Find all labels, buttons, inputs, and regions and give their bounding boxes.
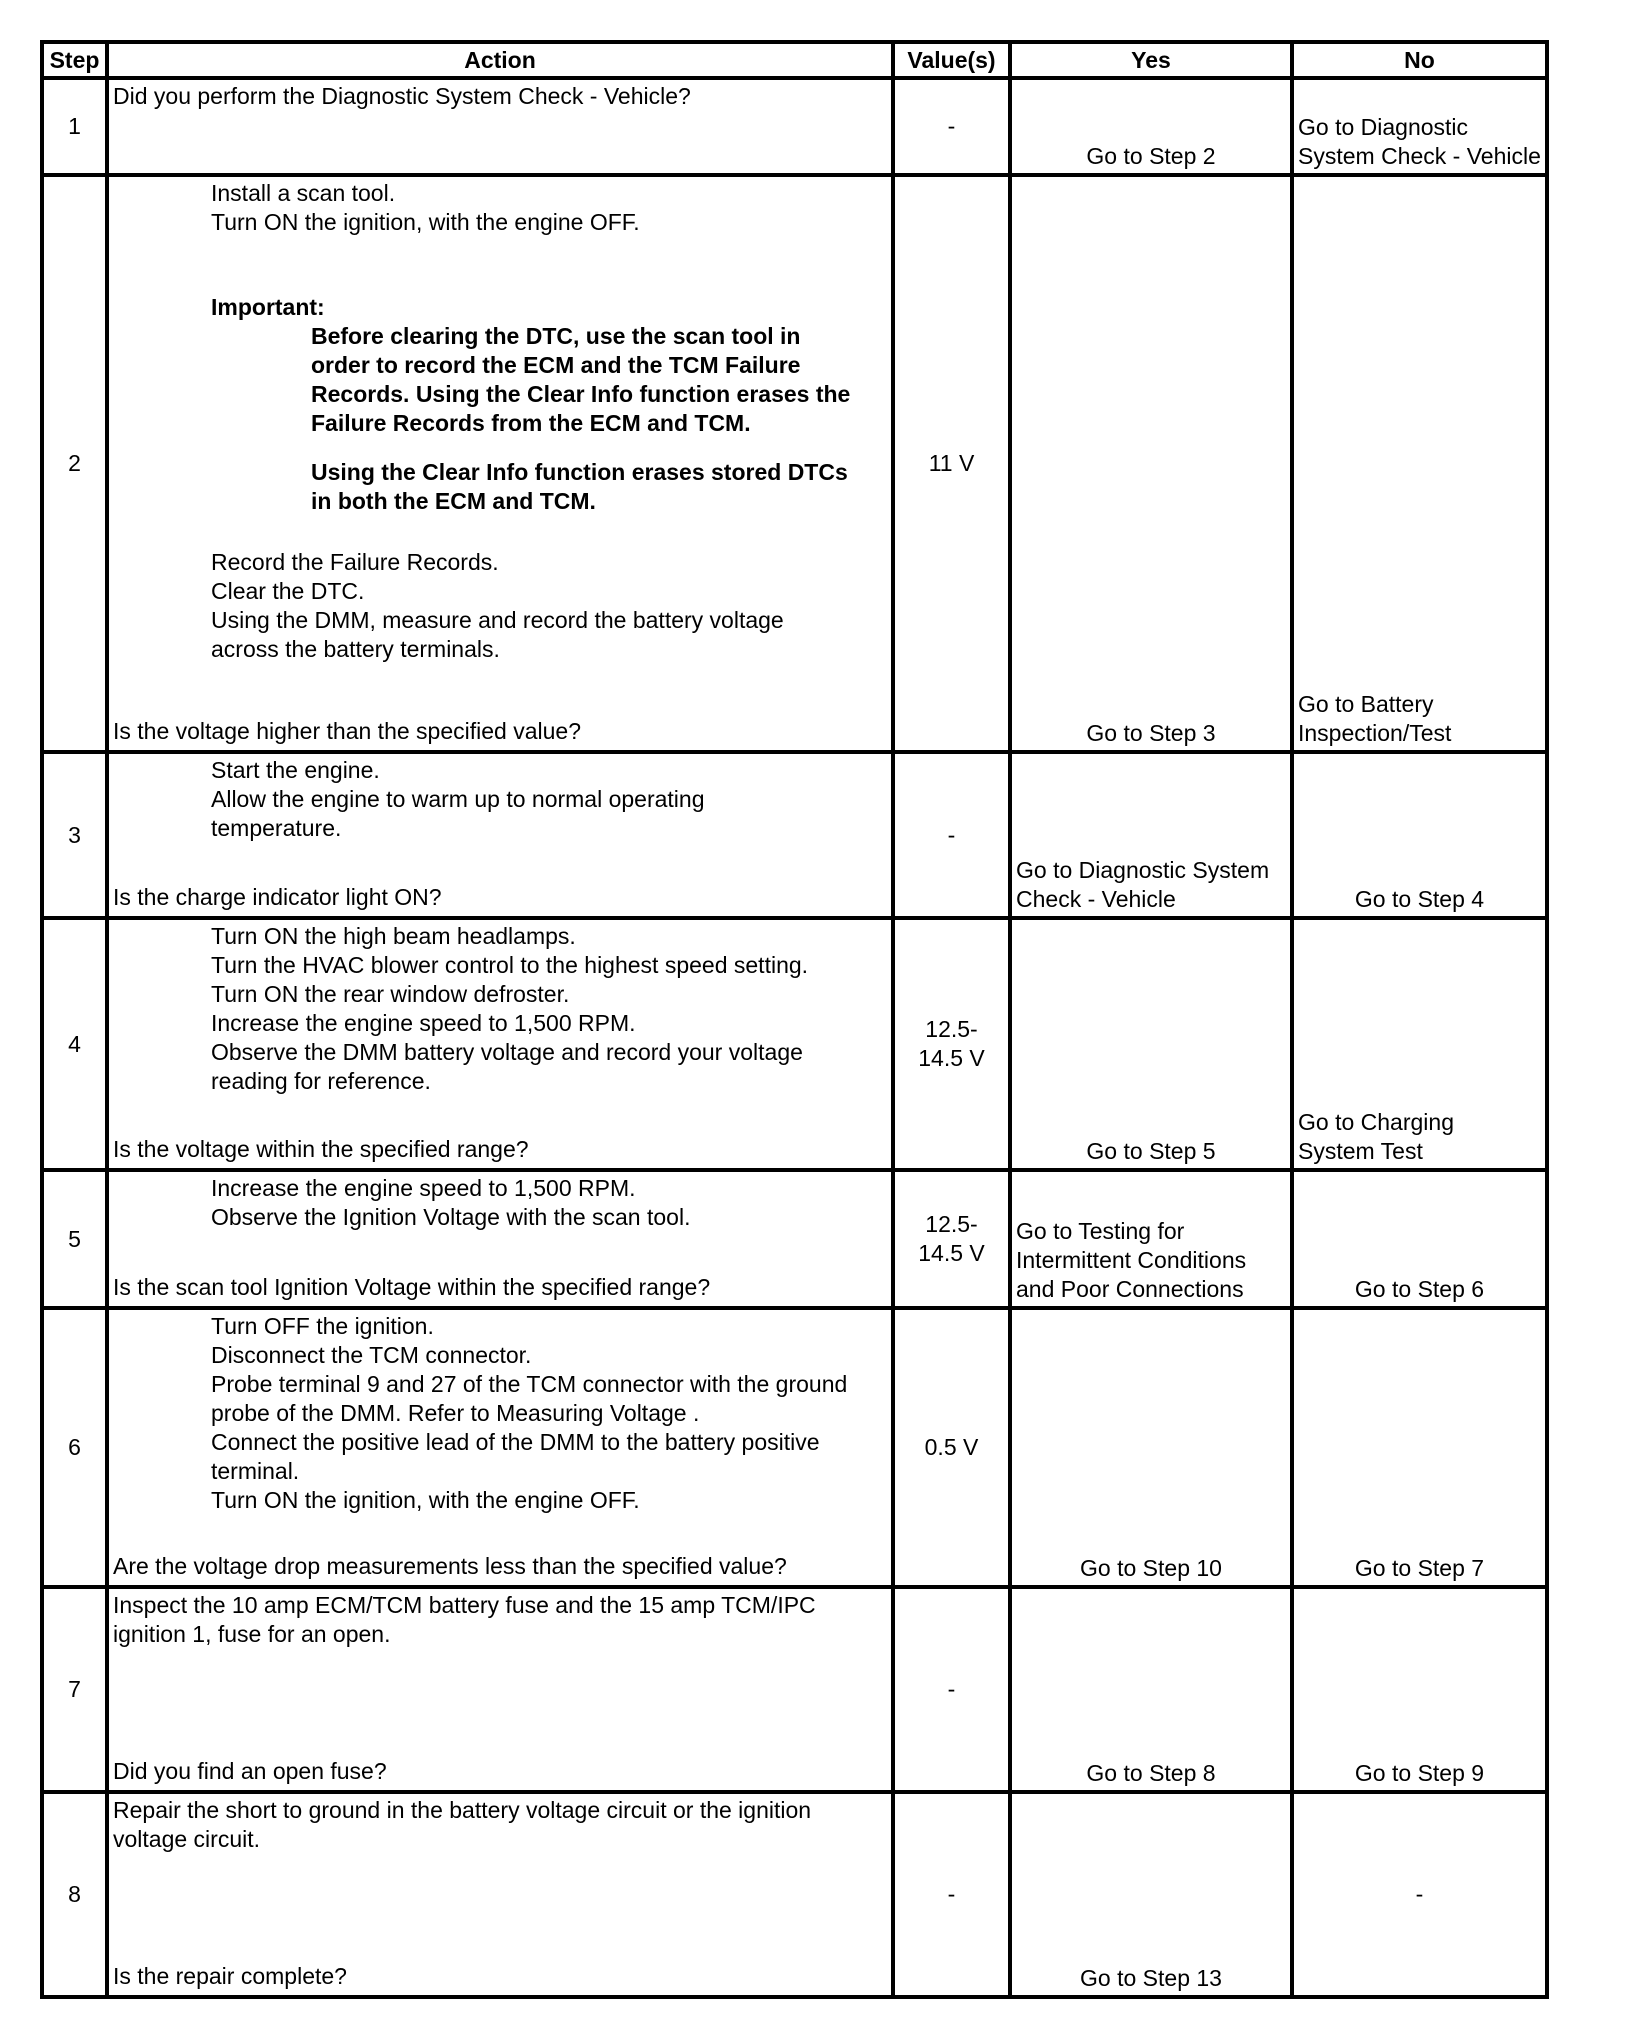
step-number: 6 xyxy=(42,1308,107,1587)
value-cell: 11 V xyxy=(893,175,1010,752)
no-cell: Go to Battery Inspection/Test xyxy=(1292,175,1547,752)
action-step: Start the engine. xyxy=(211,757,380,783)
step-number: 8 xyxy=(42,1792,107,1997)
action-question: Is the scan tool Ignition Voltage within the specified range? xyxy=(113,1274,711,1300)
step-number: 2 xyxy=(42,175,107,752)
action-step: Connect the positive lead of the DMM to the battery positive terminal. xyxy=(211,1429,826,1484)
table-row xyxy=(42,1170,1547,1308)
yes-cell: Go to Step 3 xyxy=(1010,175,1292,752)
yes-cell: Go to Step 8 xyxy=(1010,1587,1292,1792)
table-row xyxy=(42,1308,1547,1587)
header-action: Action xyxy=(107,42,893,78)
no-cell: Go to Step 9 xyxy=(1292,1587,1547,1792)
table-row xyxy=(42,1792,1547,1997)
header-row xyxy=(42,42,1547,78)
action-step: Turn ON the rear window defroster. xyxy=(211,981,570,1007)
action-cell xyxy=(107,1792,893,1997)
action-step: Turn ON the ignition, with the engine OFF. xyxy=(211,209,640,235)
value-cell: - xyxy=(893,752,1010,918)
table-row xyxy=(42,752,1547,918)
action-step: Clear the DTC. xyxy=(211,578,365,604)
action-question: Is the voltage higher than the specified value? xyxy=(113,718,581,744)
header-yes: Yes xyxy=(1010,42,1292,78)
action-text: Repair the short to ground in the battery voltage circuit or the ignition voltage circuit. xyxy=(113,1797,818,1852)
action-question: Is the voltage within the specified range? xyxy=(113,1136,529,1162)
action-question: Is the repair complete? xyxy=(113,1963,347,1989)
step-number: 4 xyxy=(42,918,107,1170)
yes-cell: Go to Diagnostic System Check - Vehicle xyxy=(1010,752,1292,918)
action-step: Allow the engine to warm up to normal operating temperature. xyxy=(211,786,711,841)
value-cell: 0.5 V xyxy=(893,1308,1010,1587)
action-step: Increase the engine speed to 1,500 RPM. xyxy=(211,1010,636,1036)
action-step: Turn ON the ignition, with the engine OFF. xyxy=(211,1487,640,1513)
important-label: Important: xyxy=(211,294,325,320)
no-cell: Go to Diagnostic System Check - Vehicle xyxy=(1292,78,1547,175)
value-cell: - xyxy=(893,78,1010,175)
action-cell xyxy=(107,1170,893,1308)
table-row xyxy=(42,78,1547,175)
value-cell: 12.5- 14.5 V xyxy=(893,1170,1010,1308)
action-step: Install a scan tool. xyxy=(211,180,396,206)
step-number: 5 xyxy=(42,1170,107,1308)
no-cell: Go to Step 7 xyxy=(1292,1308,1547,1587)
yes-cell: Go to Testing for Intermittent Conditions and Poor Connections xyxy=(1010,1170,1292,1308)
table-row xyxy=(42,1587,1547,1792)
action-cell xyxy=(107,78,893,175)
step-number: 3 xyxy=(42,752,107,918)
important-note: Before clearing the DTC, use the scan tool in order to record the ECM and the TCM Failure Records. Using the Clear Info function erases the Failure Records from the ECM and TCM. xyxy=(311,323,857,436)
action-text: Did you perform the Diagnostic System Check - Vehicle? xyxy=(113,83,691,109)
no-cell: Go to Step 6 xyxy=(1292,1170,1547,1308)
action-cell xyxy=(107,752,893,918)
action-step: Record the Failure Records. xyxy=(211,549,499,575)
action-text: Inspect the 10 amp ECM/TCM battery fuse and the 15 amp TCM/IPC ignition 1, fuse for an open. xyxy=(113,1592,823,1647)
header-no: No xyxy=(1292,42,1547,78)
no-cell: Go to Charging System Test xyxy=(1292,918,1547,1170)
action-question: Are the voltage drop measurements less than the specified value? xyxy=(113,1553,787,1579)
yes-cell: Go to Step 2 xyxy=(1010,78,1292,175)
step-number: 1 xyxy=(42,78,107,175)
yes-cell: Go to Step 13 xyxy=(1010,1792,1292,1997)
no-cell: - xyxy=(1292,1792,1547,1997)
action-cell xyxy=(107,1308,893,1587)
diagnostic-table xyxy=(40,40,1549,1999)
table-row xyxy=(42,918,1547,1170)
step-number: 7 xyxy=(42,1587,107,1792)
action-step: Turn OFF the ignition. xyxy=(211,1313,434,1339)
action-step: Observe the DMM battery voltage and record your voltage reading for reference. xyxy=(211,1039,810,1094)
action-cell xyxy=(107,1587,893,1792)
header-step: Step xyxy=(42,42,107,78)
yes-cell: Go to Step 5 xyxy=(1010,918,1292,1170)
table-row xyxy=(42,175,1547,752)
value-cell: - xyxy=(893,1587,1010,1792)
no-cell: Go to Step 4 xyxy=(1292,752,1547,918)
action-step: Probe terminal 9 and 27 of the TCM connector with the ground probe of the DMM. Refer to Measuring Voltage . xyxy=(211,1371,854,1426)
action-step: Turn the HVAC blower control to the highest speed setting. xyxy=(211,952,809,978)
action-step: Increase the engine speed to 1,500 RPM. xyxy=(211,1175,636,1201)
action-question: Is the charge indicator light ON? xyxy=(113,884,442,910)
action-step: Observe the Ignition Voltage with the scan tool. xyxy=(211,1204,691,1230)
yes-cell: Go to Step 10 xyxy=(1010,1308,1292,1587)
value-cell: - xyxy=(893,1792,1010,1997)
important-note: Using the Clear Info function erases stored DTCs in both the ECM and TCM. xyxy=(311,459,855,514)
action-question: Did you find an open fuse? xyxy=(113,1758,387,1784)
action-step: Turn ON the high beam headlamps. xyxy=(211,923,576,949)
header-values: Value(s) xyxy=(893,42,1010,78)
action-step: Using the DMM, measure and record the battery voltage across the battery terminals. xyxy=(211,607,791,662)
value-cell: 12.5- 14.5 V xyxy=(893,918,1010,1170)
action-cell xyxy=(107,918,893,1170)
action-step: Disconnect the TCM connector. xyxy=(211,1342,532,1368)
action-cell xyxy=(107,175,893,752)
